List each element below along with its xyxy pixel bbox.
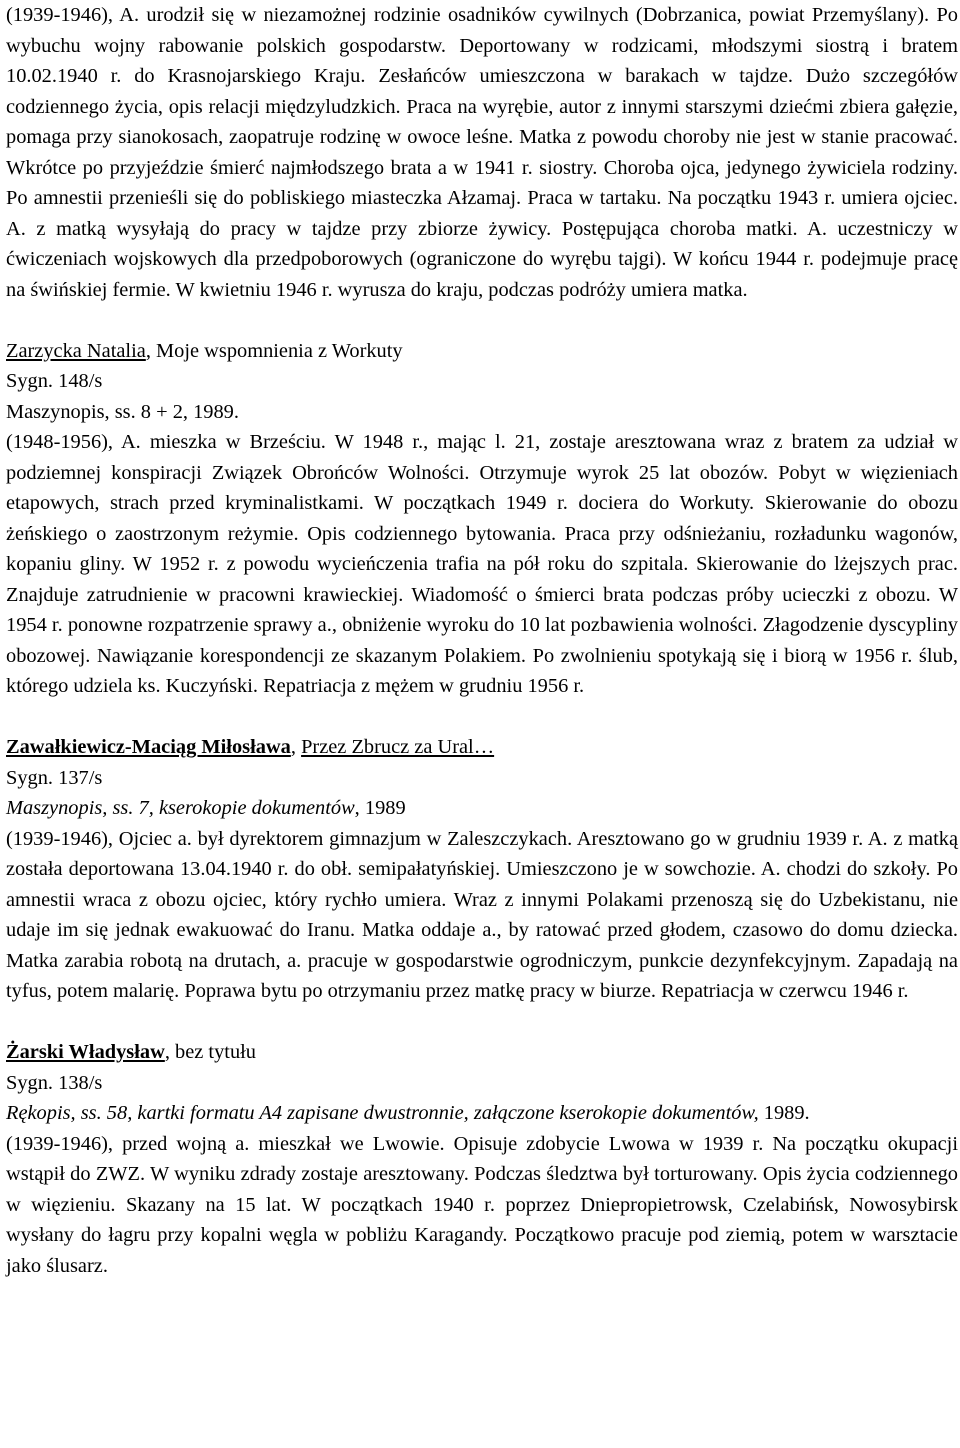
- entry-signature: Sygn. 148/s: [6, 370, 103, 392]
- entry-format: Maszynopis, ss. 8 + 2, 1989.: [6, 400, 239, 423]
- entry-format: [6, 1098, 958, 1129]
- entry-title-separator: ,: [145, 339, 157, 362]
- entry-heading: [6, 1037, 958, 1068]
- entry-summary: (1939-1946), przed wojną a. mieszkał we Lwowie. Opisuje zdobycie Lwowa w 1939 r. Na początku okupacji wstąpił do ZWZ. W wyniku zdrady zostaje aresztowany. Podczas śledztwa był torturowany. Opis życia codziennego w więzieniu. Skazany na 15 lat. W początkach 1940 r. poprzez Dniepropietrowsk, Czelabińsk, Nowosybirsk wysłany do łagru przy kopalni węgla w pobliżu Karagandy. Początkowo pracuje pod ziemią, potem w warsztacie jako ślusarz.: [6, 1132, 958, 1277]
- entry-format-rest: 1989.: [758, 1102, 810, 1124]
- entry-format: [6, 793, 958, 824]
- catalog-entry: [6, 732, 958, 1007]
- intro-paragraph: (1939-1946), A. urodził się w niezamożnej rodzinie osadników cywilnych (Dobrzanica, powiat Przemyślany). Po wybuchu wojny rabowanie polskich gospodarstw. Deportowany w rodzicami, młodszymi siostrą i bratem 10.02.1940 r. do Krasnojarskiego Kraju. Zesłańców umieszczona w barakach w tajdze. Dużo szczegółów codziennego życia, opis relacji międzyludzkich. Praca na wyrębie, autor z innymi starszymi dziećmi zbiera gałęzie, pomaga przy sianokosach, zaopatruje rodzinę w owoce leśne. Matka z powodu choroby nie jest w stanie pracować. Wkrótce po przyjeździe śmierć najmłodszego brata a w 1941 r. siostry. Choroba ojca, jedynego żywiciela rodziny. Po amnestii przenieśli się do pobliskiego miasteczka Ałzamaj. Praca w tartaku. Na początku 1943 r. umiera ojciec. A. z matką wysyłają do pracy w tajdze przy zbiorze żywicy. Postępująca choroba matki. A. uczestniczy w ćwiczeniach wojskowych dla przedpoborowych (ograniczone do wyrębu tajgi). W końcu 1944 r. podejmuje pracę na świńskiej fermie. W kwietniu 1946 r. wyrusza do kraju, podczas podróży umiera matka.: [6, 4, 958, 301]
- entry-heading: [6, 732, 958, 763]
- catalog-entry: [6, 336, 958, 702]
- catalog-entry: [6, 1037, 958, 1281]
- entry-author: Zawałkiewicz-Maciąg Miłosława: [6, 736, 291, 758]
- entry-title-separator: ,: [290, 736, 302, 758]
- entry-title: Przez Zbrucz za Ural…: [301, 736, 495, 758]
- entry-title: bez tytułu: [175, 1041, 257, 1063]
- entry-author: Żarski Władysław: [6, 1041, 165, 1063]
- entry-author: Zarzycka Natalia: [6, 339, 146, 362]
- entry-signature: Sygn. 138/s: [6, 1071, 103, 1094]
- entry-title-separator: ,: [164, 1041, 176, 1063]
- entry-title: Moje wspomnienia z Workuty: [156, 339, 403, 362]
- entry-format-italic: Rękopis, ss. 58, kartki formatu A4 zapisane dwustronnie, załączone kserokopie dokumentów,: [6, 1102, 759, 1124]
- entry-heading: [6, 336, 958, 367]
- entry-summary: (1948-1956), A. mieszka w Brześciu. W 1948 r., mając l. 21, zostaje aresztowana wraz z bratem za udział w podziemnej konspiracji Związek Obrońców Wolności. Otrzymuje wyrok 25 lat obozów. Pobyt w więzieniach etapowych, strach przed kryminalistkami. W początkach 1949 r. dociera do Workuty. Skierowanie do obozu żeńskiego o zaostrzonym reżymie. Opis codziennego bytowania. Praca przy odśnieżaniu, rozładunku wagonów, kopaniu gliny. W 1952 r. z powodu wycieńczenia trafia na pół roku do szpitala. Skierowanie do lżejszych prac. Znajduje zatrudnienie w pracowni krawieckiej. Wiadomość o śmierci brata podczas próby ucieczki z obozu. W 1954 r. ponowne rozpatrzenie sprawy a., obniżenie wyroku do 10 lat pozbawienia wolności. Złagodzenie dyscypliny obozowej. Nawiązanie korespondencji ze skazanym Polakiem. Po zwolnieniu spotykają się i biorą w 1956 r. ślub, którego udziela ks. Kuczyński. Repatriacja z mężem w grudniu 1956 r.: [6, 431, 958, 697]
- entry-format-rest: , 1989: [354, 797, 406, 819]
- entry-summary: (1939-1946), Ojciec a. był dyrektorem gimnazjum w Zaleszczykach. Aresztowano go w grudniu 1939 r. A. z matką została deportowana 13.04.1940 r. do obł. semipałatyńskiej. Umieszczono je w sowchozie. A. chodzi do szkoły. Po amnestii wraca z obozu ojciec, który rychło umiera. Wraz z innymi Polakami przenoszą się do Uzbekistanu, nie udaje im się jednak ewakuować do Iranu. Matka oddaje a., by ratować przed głodem, czasowo do domu dziecka. Matka zarabia robotą na drutach, a. pracuje w gospodarstwie ogrodniczym, punkcie dezynfekcyjnym. Zapadają na tyfus, potem malarię. Poprawa bytu po otrzymaniu przez matkę pracy w biurze. Repatriacja w czerwcu 1946 r.: [6, 827, 958, 1002]
- entry-signature: Sygn. 137/s: [6, 766, 103, 789]
- entry-format-italic: Maszynopis, ss. 7, kserokopie dokumentów: [6, 797, 355, 819]
